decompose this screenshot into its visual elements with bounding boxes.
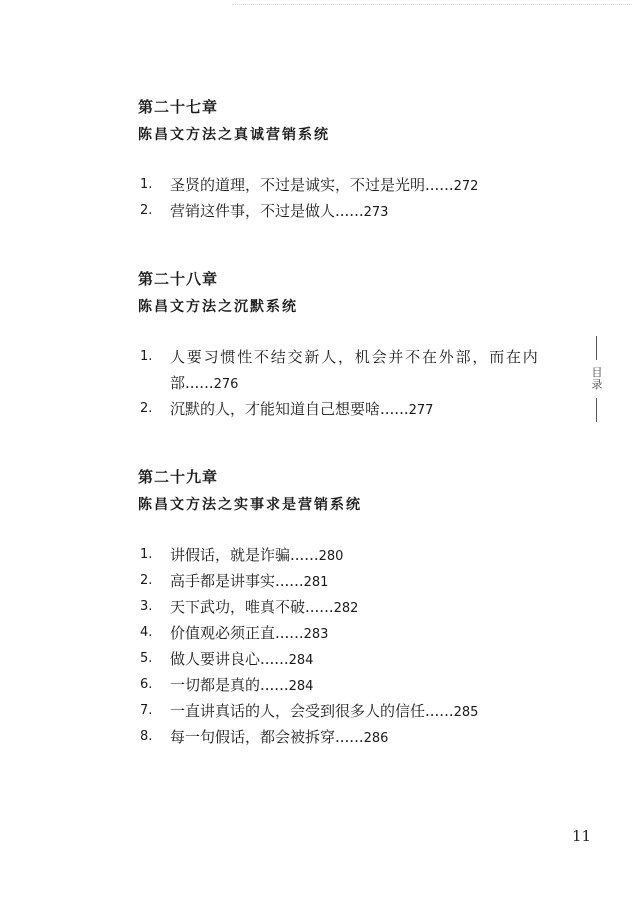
- entry-text: 每一句假话，都会被拆穿......: [170, 728, 364, 746]
- entry-page: 282: [333, 601, 359, 616]
- entry-text: 沉默的人，才能知道自己想要啥......: [170, 400, 409, 418]
- entry-text: 做人要讲良心......: [170, 650, 289, 668]
- chapter-title: 陈昌文方法之沉默系统: [138, 299, 298, 315]
- entry-number: 2.: [140, 401, 153, 416]
- entry-page: 286: [363, 731, 389, 746]
- entry-text: 高手都是讲事实......: [170, 572, 304, 590]
- entry-number: 2.: [140, 203, 153, 218]
- entry-text: 价值观必须正直......: [170, 624, 304, 642]
- chapter-number: 第二十八章: [138, 270, 219, 288]
- entry-number: 2.: [140, 573, 153, 588]
- entry-page: 272: [453, 179, 479, 194]
- side-label: 目录: [591, 366, 603, 391]
- entry-text: 人要习惯性不结交新人，机会并不在外部，而在内: [170, 348, 540, 366]
- entry-number: 6.: [140, 677, 153, 692]
- entry-page: 285: [453, 705, 479, 720]
- chapter-title: 陈昌文方法之真诚营销系统: [138, 127, 330, 143]
- entry-page: 283: [303, 627, 329, 642]
- chapter-number: 第二十七章: [138, 98, 219, 116]
- entry-page: 284: [288, 653, 314, 668]
- entry-text: 营销这件事，不过是做人......: [170, 202, 364, 220]
- side-line-top: [596, 336, 597, 360]
- entry-number: 5.: [140, 651, 153, 666]
- entry-page: 273: [363, 205, 389, 220]
- entry-text: 圣贤的道理，不过是诚实，不过是光明......: [170, 176, 454, 194]
- chapter-number: 第二十九章: [138, 468, 219, 486]
- entry-number: 1.: [140, 547, 153, 562]
- entry-page: 280: [318, 549, 344, 564]
- entry-number: 1.: [140, 177, 153, 192]
- chapter-title: 陈昌文方法之实事求是营销系统: [138, 497, 362, 513]
- entry-page: 276: [213, 377, 239, 392]
- side-tab: [587, 336, 607, 422]
- entry-text: 一直讲真话的人，会受到很多人的信任......: [170, 702, 454, 720]
- entry-page: 281: [303, 575, 329, 590]
- top-rule: [232, 4, 632, 5]
- entry-number: 7.: [140, 703, 153, 718]
- side-line-bottom: [596, 398, 597, 422]
- entry-number: 8.: [140, 729, 153, 744]
- entry-text-continued: 部......: [170, 374, 214, 392]
- entry-text: 一切都是真的......: [170, 676, 289, 694]
- entry-number: 1.: [140, 349, 153, 364]
- page-number: 11: [572, 827, 592, 845]
- entry-page: 284: [288, 679, 314, 694]
- entry-text: 讲假话，就是诈骗......: [170, 546, 319, 564]
- entry-page: 277: [408, 403, 434, 418]
- entry-text: 天下武功，唯真不破......: [170, 598, 334, 616]
- entry-number: 3.: [140, 599, 153, 614]
- entry-number: 4.: [140, 625, 153, 640]
